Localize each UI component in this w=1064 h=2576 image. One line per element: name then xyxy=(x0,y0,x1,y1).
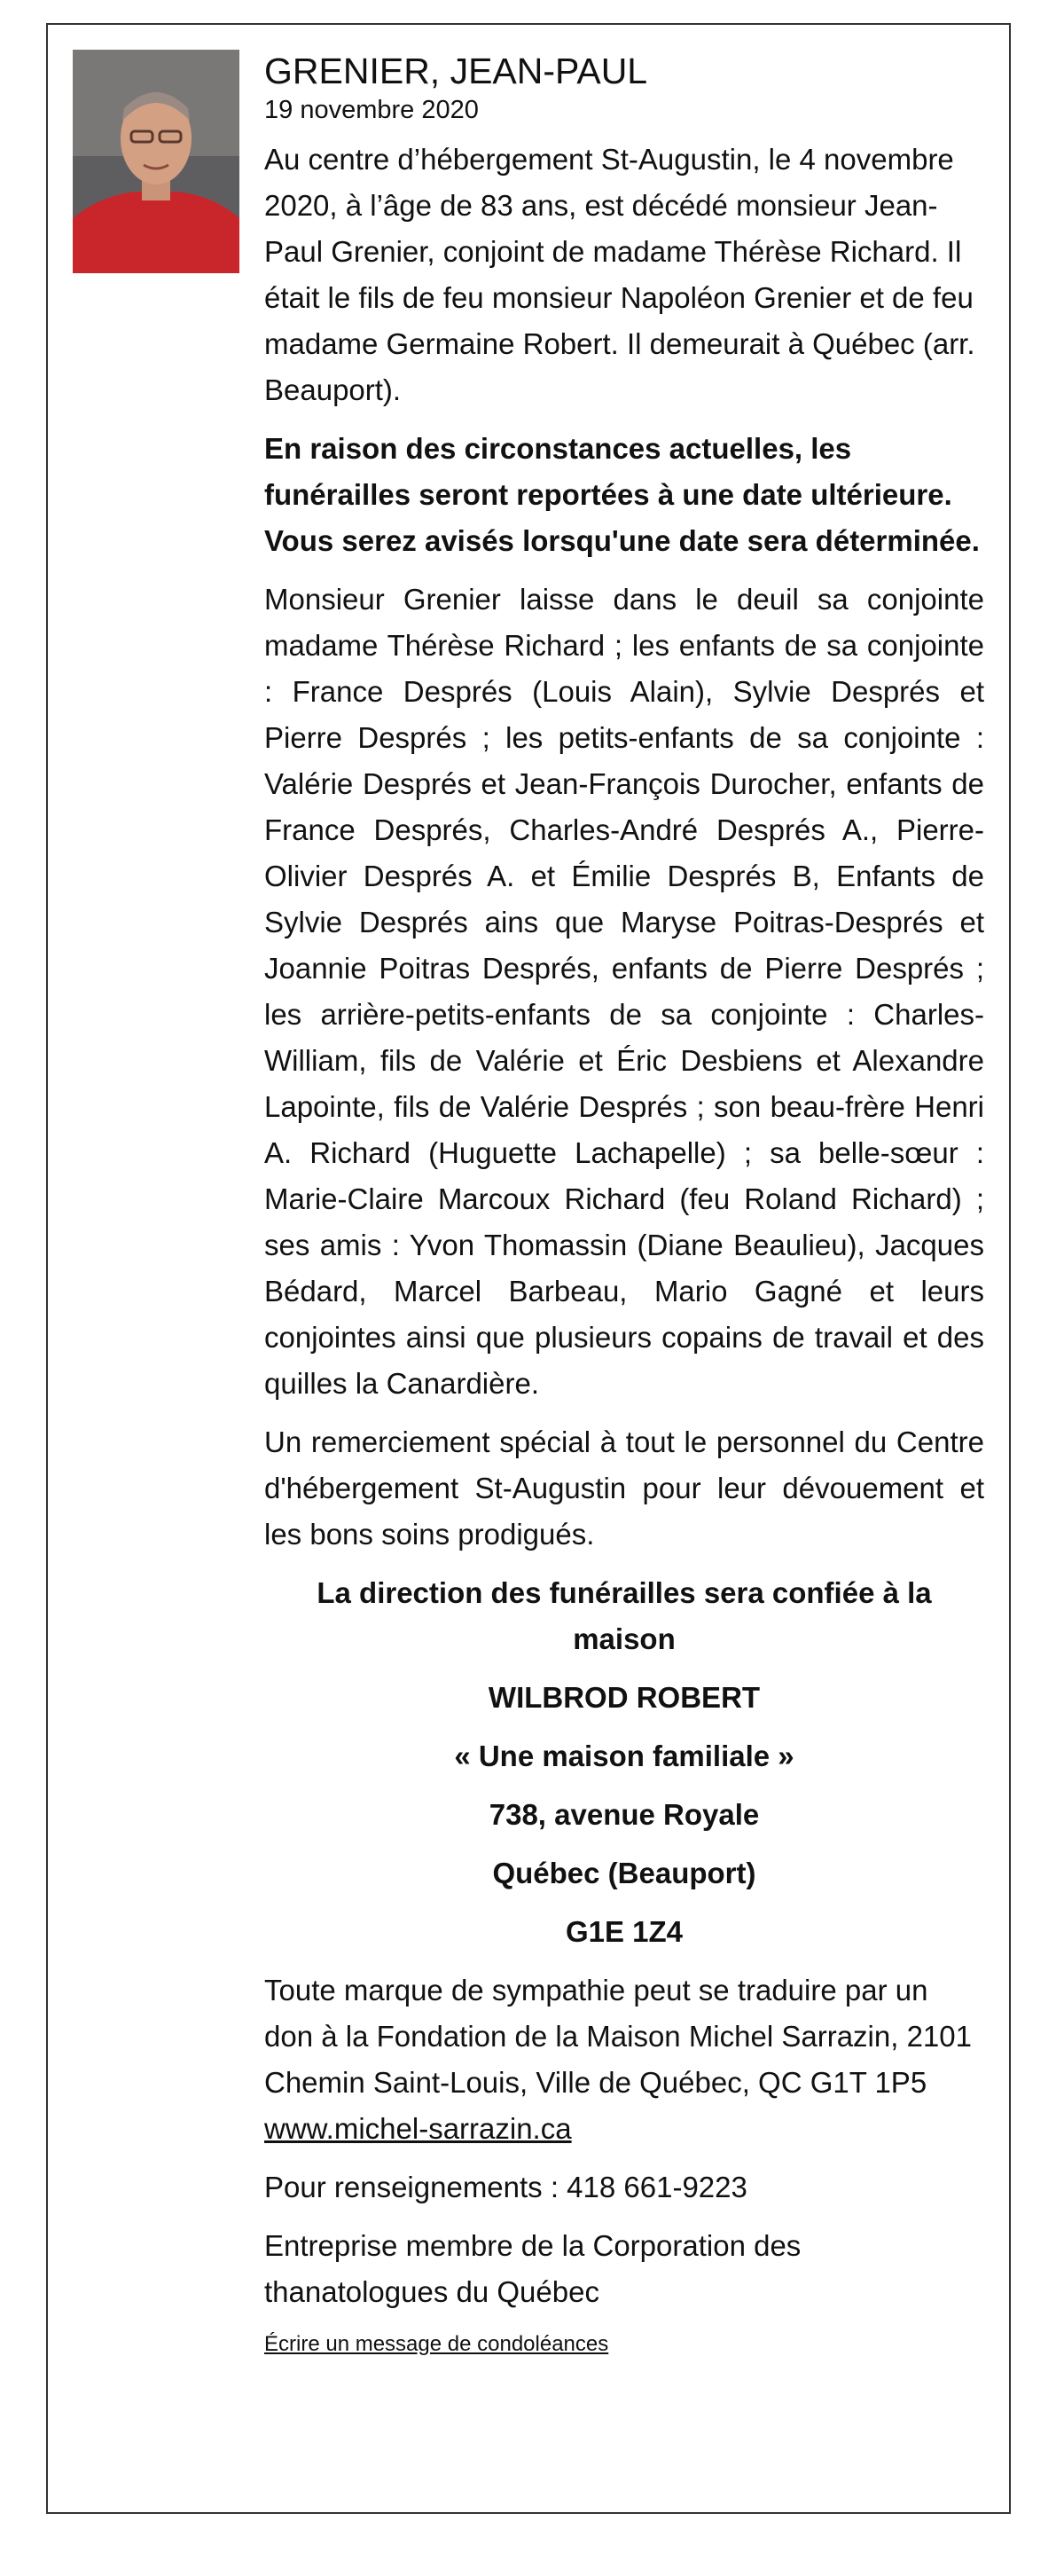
obituary-content xyxy=(264,48,984,2358)
survivors-paragraph: Monsieur Grenier laisse dans le deuil sa conjointe madame Thérèse Richard ; les enfants de sa conjointe : France Després (Louis Alain), Sylvie Després et Pierre Després ; les petits-enfants de sa conjointe : Valérie Després et Jean-François Durocher, enfants de France Després, Charles-André Després A., Pierre-Olivier Després A. et Émilie Després B, Enfants de Sylvie Després ains que Maryse Poitras-Després et Joannie Poitras Després, enfants de Pierre Després ; les arrière-petits-enfants de sa conjointe : Charles-William, fils de Valérie et Éric Desbiens et Alexandre Lapointe, fils de Valérie Després ; son beau-frère Henri A. Richard (Huguette Lachapelle) ; sa belle-sœur : Marie-Claire Marcoux Richard (feu Roland Richard) ; ses amis : Yvon Thomassin (Diane Beaulieu), Jacques Bédard, Marcel Barbeau, Mario Gagné et leurs conjointes ainsi que plusieurs copains de travail et des quilles la Canardière. xyxy=(264,583,984,1400)
funeral-home-name: WILBROD ROBERT xyxy=(488,1681,761,1714)
sympathy-text: Toute marque de sympathie peut se traduire par un don à la Fondation de la Maison Michel Sarrazin, 2101 Chemin Saint-Louis, Ville de Québec, QC G1T 1P5 xyxy=(264,1974,972,2099)
funeral-notice: En raison des circonstances actuelles, les funérailles seront reportées à une date ultérieure. Vous serez avisés lorsqu'une date sera déterminée. xyxy=(264,432,980,557)
info-phone: Pour renseignements : 418 661-9223 xyxy=(264,2171,747,2203)
deceased-name: GRENIER, JEAN-PAUL xyxy=(264,51,648,91)
funeral-home-city: Québec (Beauport) xyxy=(492,1857,756,1889)
portrait-image xyxy=(73,50,239,273)
funeral-home-postal: G1E 1Z4 xyxy=(565,1915,684,1948)
sympathy-paragraph xyxy=(264,1967,984,2152)
portrait-photo xyxy=(73,50,239,273)
sympathy-website-link[interactable]: www.michel-sarrazin.ca xyxy=(264,2112,572,2145)
funeral-home-intro: La direction des funérailles sera confiée à la maison xyxy=(317,1576,932,1655)
member-statement: Entreprise membre de la Corporation des thanatologues du Québec xyxy=(264,2229,802,2308)
condolence-link[interactable]: Écrire un message de condoléances xyxy=(264,2332,609,2356)
publication-date: 19 novembre 2020 xyxy=(264,96,479,124)
funeral-home-address: 738, avenue Royale xyxy=(489,1798,760,1831)
funeral-home-slogan: « Une maison familiale » xyxy=(454,1740,794,1772)
thanks-paragraph: Un remerciement spécial à tout le personnel du Centre d'hébergement St-Augustin pour leur dévouement et les bons soins prodigués. xyxy=(264,1425,984,1551)
intro-paragraph: Au centre d’hébergement St-Augustin, le 4 novembre 2020, à l’âge de 83 ans, est décédé monsieur Jean-Paul Grenier, conjoint de madame Thérèse Richard. Il était le fils de feu monsieur Napoléon Grenier et de feu madame Germaine Robert. Il demeurait à Québec (arr. Beauport). xyxy=(264,143,975,406)
